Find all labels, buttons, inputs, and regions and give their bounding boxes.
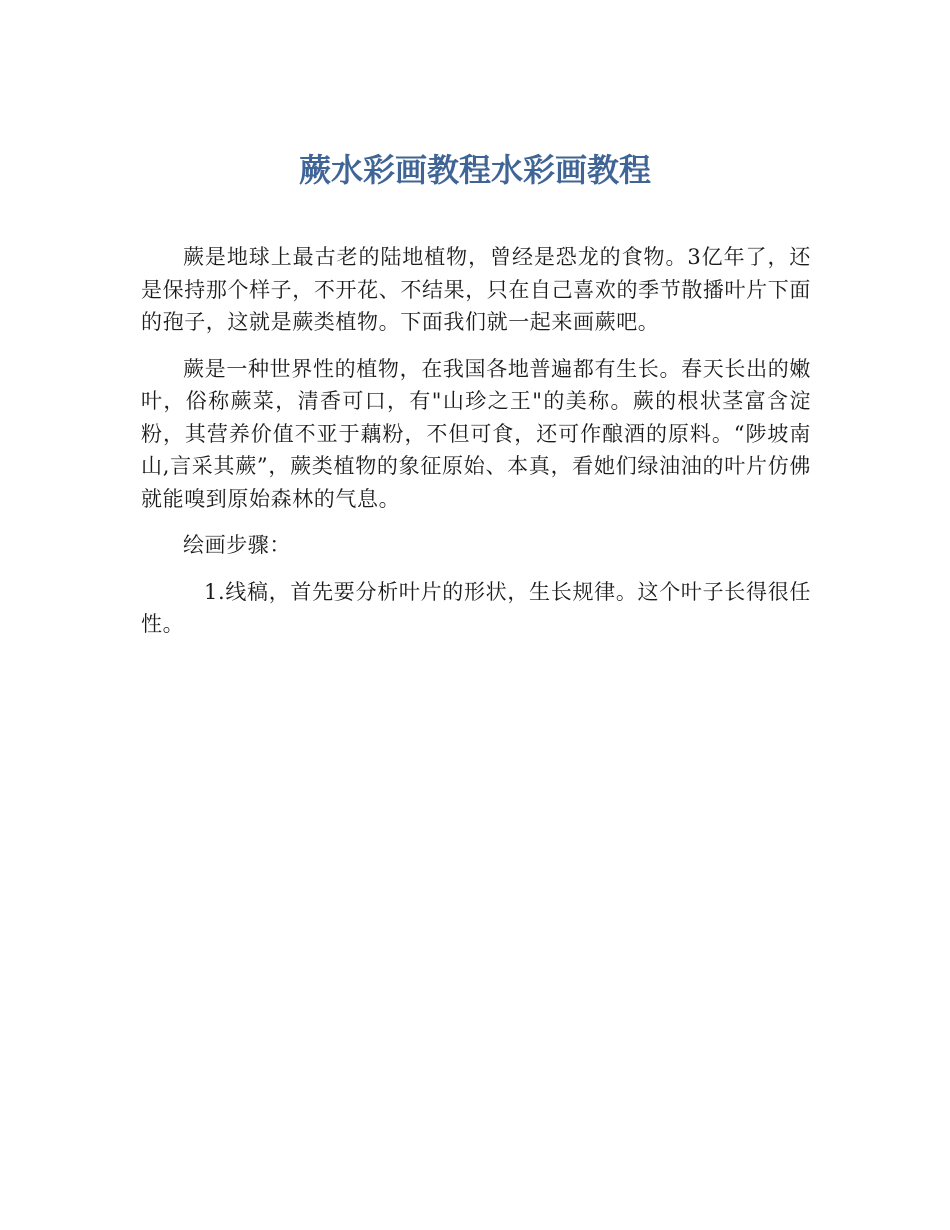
steps-heading: 绘画步骤： [183, 533, 291, 557]
document-title: 蕨水彩画教程水彩画教程 [298, 151, 651, 189]
intro-paragraph: 蕨是地球上最古老的陆地植物，曾经是恐龙的食物。3亿年了，还是保持那个样子，不开花、不结果，只在自己喜欢的季节散播叶片下面的孢子，这就是蕨类植物。下面我们就一起来画蕨吧。 [141, 245, 811, 334]
description-paragraph: 蕨是一种世界性的植物，在我国各地普遍都有生长。春天长出的嫩叶，俗称蕨菜，清香可口，有"山珍之王"的美称。蕨的根状茎富含淀粉，其营养价值不亚于藕粉，不但可食，还可作酿酒的原料。“陟坡南山,言采其蕨”，蕨类植物的象征原始、本真，看她们绿油油的叶片仿佛就能嗅到原始森林的气息。 [141, 356, 811, 511]
step-1-paragraph: 1.线稿，首先要分析叶片的形状，生长规律。这个叶子长得很任性。 [141, 579, 811, 636]
document-body [141, 241, 811, 655]
